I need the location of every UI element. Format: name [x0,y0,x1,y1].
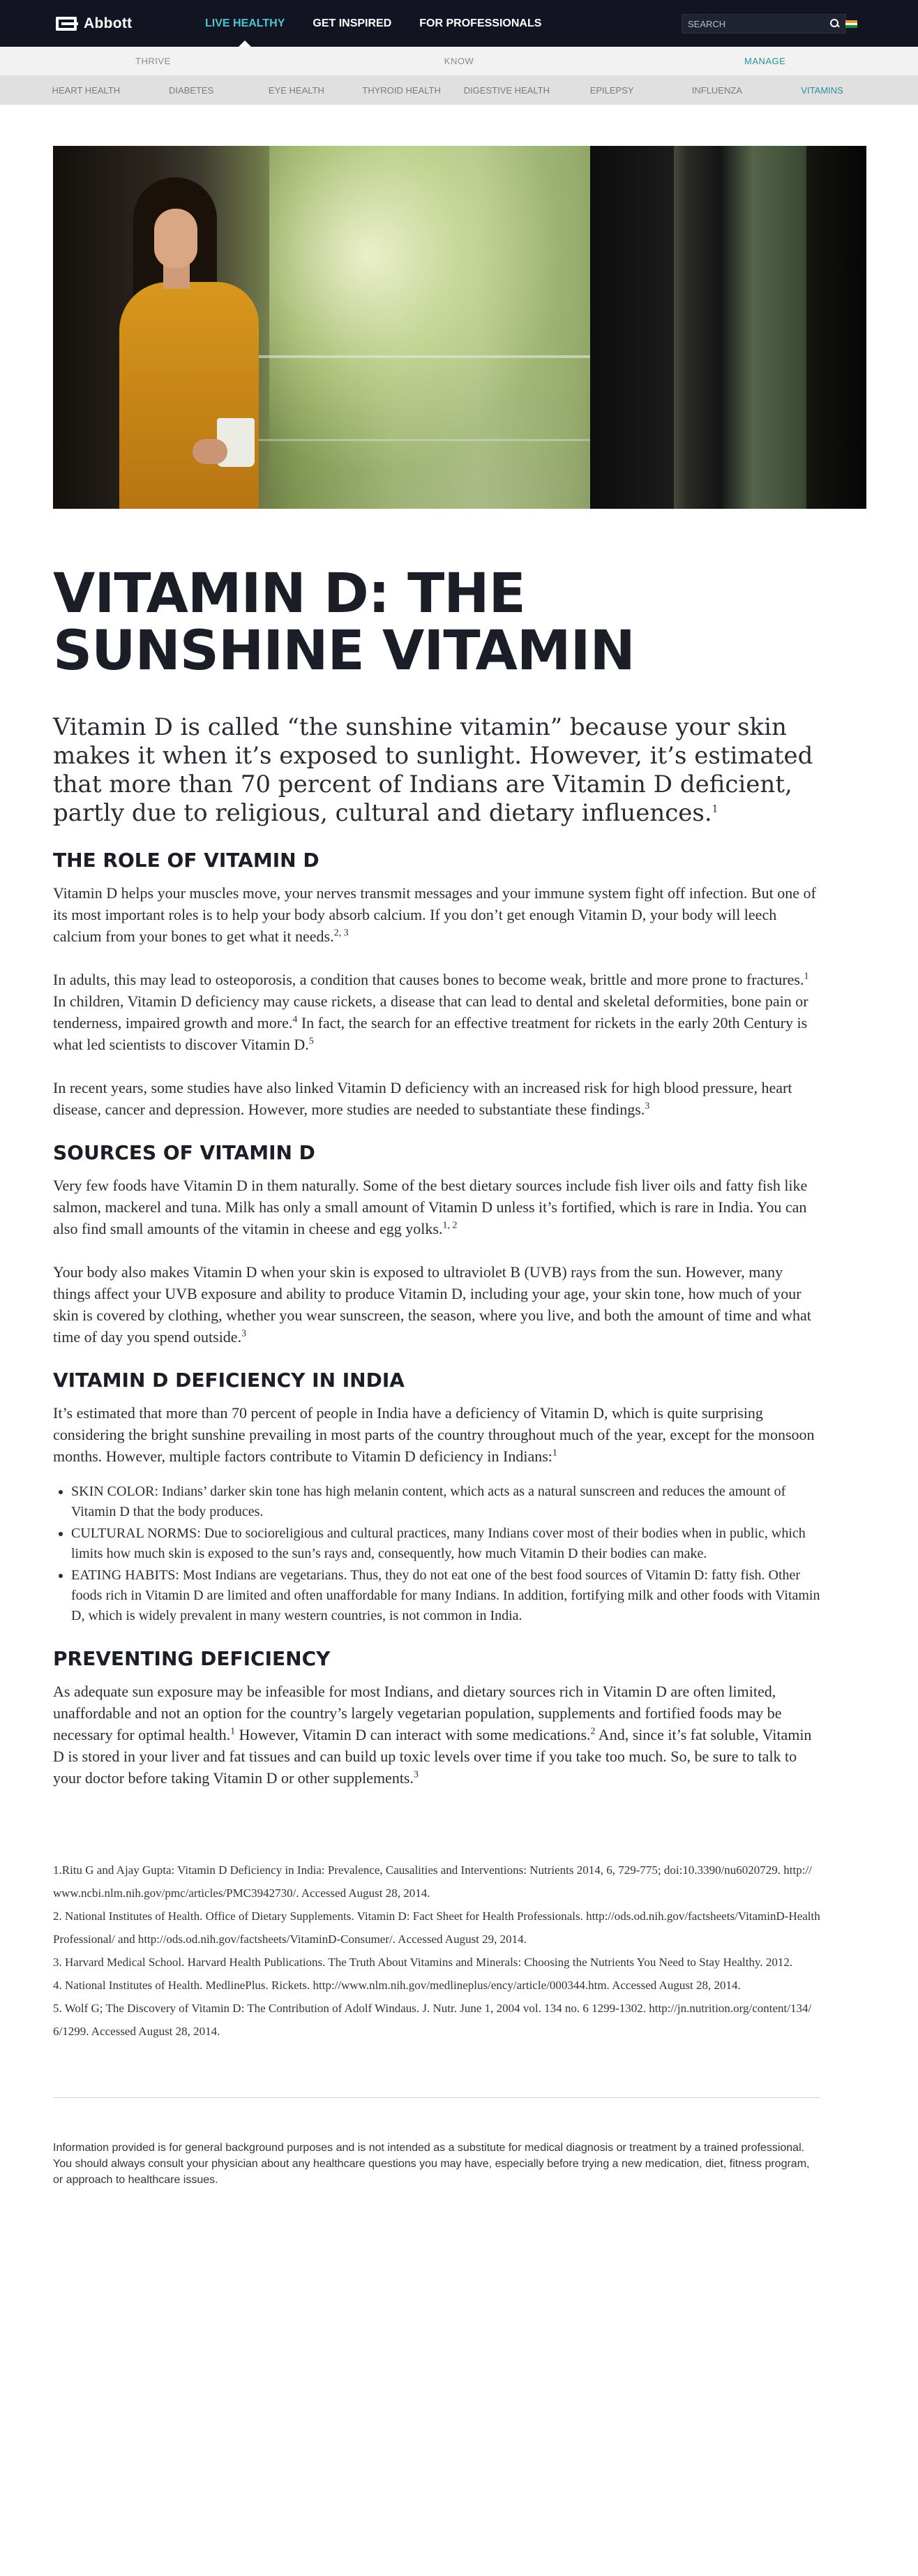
reference-item: 2. National Institutes of Health. Office of Dietary Supplements. Vitamin D: Fact Sheet for Health Professionals. http://ods.od.nih.gov/factsheets/VitaminD-HealthProfessional/ and http://ods.od.nih.gov/factsheets/VitaminD-Consumer/. Accessed August 29, 2014. [53,1909,820,1946]
reference-item: 3. Harvard Medical School. Harvard Health Publications. The Truth About Vitamins and Minerals: Choosing the Nutrients You Need to Stay Healthy. 2012. [53,1956,793,1969]
paragraph: It’s estimated that more than 70 percent of people in India have a deficiency of Vitamin D, which is quite surprising considering the bright sunshine prevailing in most parts of the country throughout much of the year, except for the monsoon months. However, multiple factors contribute to Vitamin D deficiency in Indians:$^1$ [53,1404,815,1465]
top-navigation-bar [0,0,918,47]
india-flag-icon[interactable] [845,20,857,28]
abbott-logo-icon [54,15,78,32]
paragraph: Your body also makes Vitamin D when your skin is exposed to ultraviolet B (UVB) rays from the sun. However, many things affect your UVB exposure and ability to produce Vitamin D, including your age, your skin tone, how much of your skin is covered by clothing, whether you wear sunscreen, the season, where you live, and both the amount of time and what time of day you spend outside.$^3$ [53,1263,811,1346]
category-influenza[interactable]: INFLUENZA [691,84,742,96]
factor-list [53,1482,820,1626]
category-vitamins[interactable]: VITAMINS [801,84,843,96]
page-title: VITAMIN D: THE SUNSHINE VITAMIN [53,563,635,683]
search-box [682,14,846,33]
category-nav [0,75,918,105]
footnote-ref: 4 [292,1014,298,1025]
list-item: • CULTURAL NORMS: Due to socioreligious and cultural practices, many Indians cover most of their bodies when in public, which limits how much skin is exposed to the sun’s rays and, consequently, how much Vitamin D their bodies can make. [71,1524,820,1564]
nav-for-professionals[interactable]: FOR PROFESSIONALS [419,17,542,29]
list-item: • EATING HABITS: Most Indians are vegetarians. Thus, they do not eat one of the best food sources of Vitamin D: fatty fish. Other foods rich in Vitamin D are limited and often unaffordable for many Indians. In addition, fortifying milk and other foods with Vitamin D, which is widely prevalent in many western countries, is not common in India. [71,1565,820,1626]
footnote-ref: 1 [712,803,718,815]
nav-live-healthy[interactable]: LIVE HEALTHY [191,0,299,47]
logo-text: Abbott [84,15,133,31]
divider [53,2097,820,2098]
list-item: • SKIN COLOR: Indians’ darker skin tone has high melanin content, which acts as a natural sunscreen and reduces the amount of Vitamin D that the body produces. [71,1482,820,1522]
paragraph: As adequate sun exposure may be infeasible for most Indians, and dietary sources rich in Vitamin D are often limited, unaffordable and not an option for the country’s largely vegetarian population, supplements and fortified foods may be necessary for optimal health.$^1$ However, Vitamin D can interact with some medications.$^2$ And, since it’s fat soluble, Vitamin D is stored in your liver and fat tissues and can build up toxic levels over time if you take too much. So, be sure to talk to your doctor before taking Vitamin D or other supplements.$^3$ [53,1683,812,1787]
section-subnav [0,47,918,75]
article [0,565,918,2230]
main-nav [191,0,555,47]
section-heading-deficiency-india: VITAMIN D DEFICIENCY IN INDIA [53,1369,405,1392]
footnote-ref: 1 [230,1726,236,1737]
paragraph: In adults, this may lead to osteoporosis, a condition that causes bones to become weak, brittle and more prone to fractures.$^1$ In children, Vitamin D deficiency may cause rickets, a disease that can lead to dental and skeletal deformities, bone pain or tenderness, impaired growth and more.$^4$ In fact, the search for an effective treatment for rickets in the early 20th Century is what led scientists to discover Vitamin D.$^5$ [53,971,809,1053]
nav-get-inspired[interactable]: GET INSPIRED [313,17,392,29]
footnote-ref: 2, 3 [333,928,349,939]
category-heart-health[interactable]: HEART HEALTH [52,84,121,96]
footnote-ref: 1 [552,1447,557,1459]
footnote-ref: 2 [590,1726,596,1737]
footnote-ref: 5 [308,1036,314,1047]
paragraph: Very few foods have Vitamin D in them naturally. Some of the best dietary sources include fish liver oils and fatty fish like salmon, mackerel and tuna. Milk has only a small amount of Vitamin D unless it’s fortified, which is rare in India. You can also find small amounts of the vitamin in cheese and egg yolks.$^{1, 2}$ [53,1177,808,1237]
category-epilepsy[interactable]: EPILEPSY [589,84,634,96]
search-icon[interactable] [830,19,840,29]
footnote-ref: 1 [804,971,809,982]
hero-image [53,146,866,509]
references [53,1859,820,2043]
section-heading-sources: SOURCES OF VITAMIN D [53,1141,315,1164]
search-input[interactable] [688,19,830,29]
footnote-ref: 3 [414,1769,419,1780]
subnav-thrive[interactable]: THRIVE [135,56,171,66]
reference-item: 5. Wolf G; The Discovery of Vitamin D: The Contribution of Adolf Windaus. J. Nutr. June 1, 2004 vol. 134 no. 6 1299-1302. http://jn.nutrition.org/content/134/6/1299. Accessed August 28, 2014. [53,2002,812,2038]
subnav-know[interactable]: KNOW [444,56,474,66]
footnote-ref: 3 [241,1328,247,1339]
paragraph: In recent years, some studies have also linked Vitamin D deficiency with an increased risk for high blood pressure, heart disease, cancer and depression. However, more studies are needed to substantiate these findings.$^3$ [53,1079,792,1118]
reference-item: 4. National Institutes of Health. MedlinePlus. Rickets. http://www.nlm.nih.gov/medlineplus/ency/article/000344.htm. Accessed August 28, 2014. [53,1979,741,1992]
section-heading-preventing: PREVENTING DEFICIENCY [53,1647,331,1670]
article-lead: Vitamin D is called “the sunshine vitamin” because your skin makes it when it’s exposed to sunlight. However, it’s estimated that more than 70 percent of Indians are Vitamin D deficient, partly due to religious, cultural and dietary influences.$^1$ [53,713,813,827]
category-digestive-health[interactable]: DIGESTIVE HEALTH [463,84,550,96]
flag-stripe-green [845,25,857,28]
disclaimer: Information provided is for general background purposes and is not intended as a substitute for medical diagnosis or treatment by a trained professional. You should always consult your physician about any healthcare questions you may have, especially before trying a new medication, diet, fitness program, or approach to healthcare issues. [53,2142,810,2186]
section-heading-role: THE ROLE OF VITAMIN D [53,849,319,872]
category-diabetes[interactable]: DIABETES [168,84,214,96]
abbott-logo[interactable] [54,15,145,32]
subnav-manage[interactable]: MANAGE [744,56,786,66]
footnote-ref: 1, 2 [442,1220,458,1231]
category-thyroid-health[interactable]: THYROID HEALTH [362,84,441,96]
reference-item: 1.Ritu G and Ajay Gupta: Vitamin D Deficiency in India: Prevalence, Causalities and Interventions: Nutrients 2014, 6, 729-775; doi:10.3390/nu6020729. http://www.ncbi.nlm.nih.gov/pmc/articles/PMC3942730/. Accessed August 28, 2014. [53,1863,812,1900]
category-eye-health[interactable]: EYE HEALTH [268,84,324,96]
paragraph: Vitamin D helps your muscles move, your nerves transmit messages and your immune system fight off infection. But one of its most important roles is to help your body absorb calcium. If you don’t get enough Vitamin D, your body will leech calcium from your bones to get what it needs.$^{2, 3}$ [53,884,816,945]
footnote-ref: 3 [645,1101,650,1112]
